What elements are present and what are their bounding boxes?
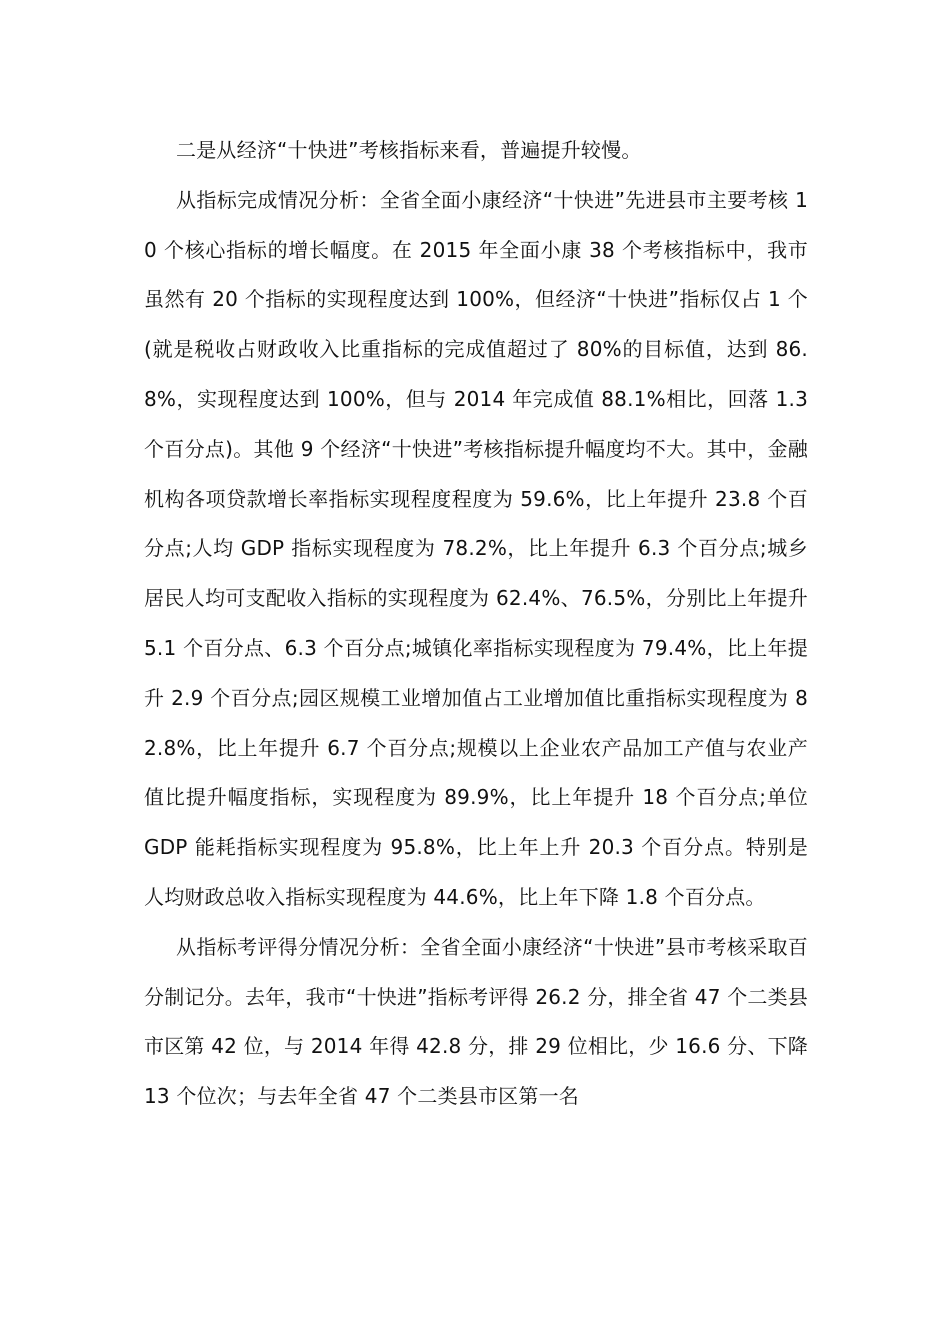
paragraph-heading-point-two: 二是从经济“十快进”考核指标来看，普遍提升较慢。 bbox=[176, 138, 642, 162]
paragraph-indicator-completion: 从指标完成情况分析：全省全面小康经济“十快进”先进县市主要考核 10 个核心指标的增长幅度。在 2015 年全面小康 38 个考核指标中，我市虽然有 20 个指标的实现程度达到 100%，但经济“十快进”指标仅占 1 个(就是税收占财政收入比重指标的完成值超过了 80%的目标值，达到 86.8%，实现程度达到 100%，但与 2014 年完成值 88.1%相比，回落 1.3 个百分点)。其他 9 个经济“十快进”考核指标提升幅度均不大。其中，金融机构各项贷款增长率指标实现程度程度为 59.6%，比上年提升 23.8 个百分点;人均 GDP 指标实现程度为 78.2%，比上年提升 6.3 个百分点;城乡居民人均可支配收入指标的实现程度为 62.4%、76.5%，分别比上年提升 5.1 个百分点、6.3 个百分点;城镇化率指标实现程度为 79.4%，比上年提升 2.9 个百分点;园区规模工业增加值占工业增加值比重指标实现程度为 82.8%，比上年提升 6.7 个百分点;规模以上企业农产品加工产值与农业产值比提升幅度指标，实现程度为 89.9%，比上年提升 18 个百分点;单位 GDP 能耗指标实现程度为 95.8%，比上年上升 20.3 个百分点。特别是人均财政总收入指标实现程度为 44.6%，比上年下降 1.8 个百分点。 bbox=[144, 187, 808, 909]
paragraph-indicator-scoring: 从指标考评得分情况分析：全省全面小康经济“十快进”县市考核采取百分制记分。去年，我市“十快进”指标考评得 26.2 分，排全省 47 个二类县市区第 42 位，与 2014 年得 42.8 分，排 29 位相比，少 16.6 分、下降 13 个位次；与去年全省 47 个二类县市区第一名 bbox=[144, 934, 808, 1109]
document-body bbox=[144, 126, 808, 1122]
